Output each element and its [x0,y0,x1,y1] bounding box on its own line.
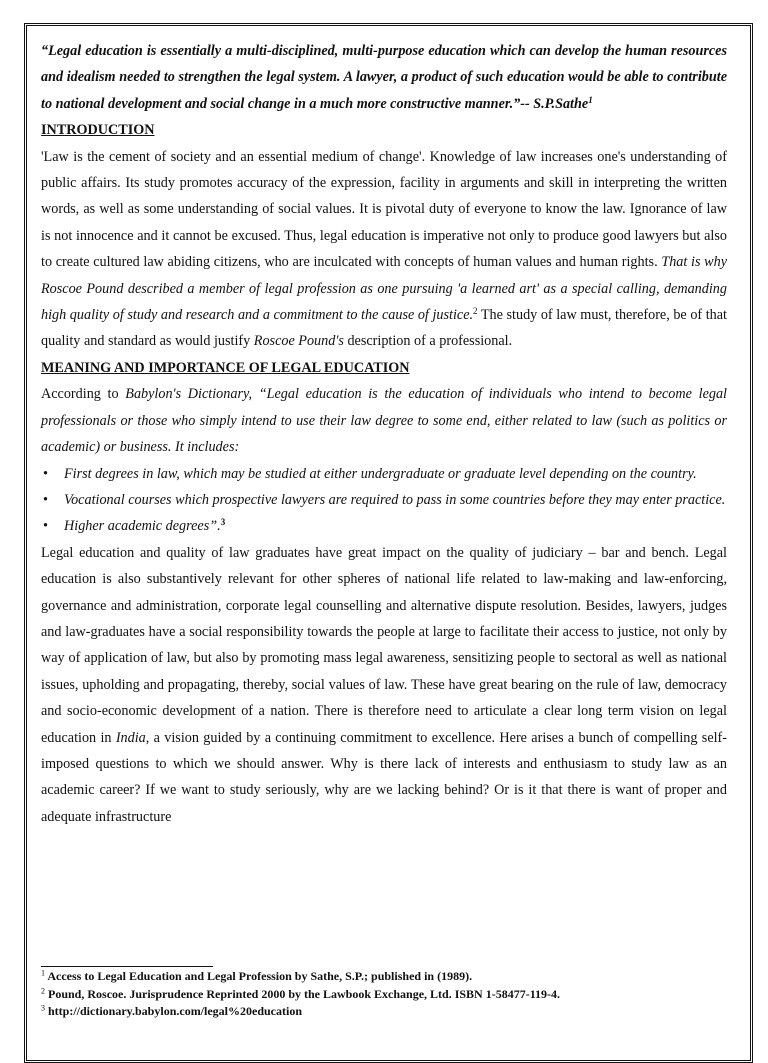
meaning-paragraph [41,381,727,460]
introduction-heading: INTRODUCTION [41,122,155,139]
footnote-link[interactable]: http://dictionary.babylon.com/legal%20education [48,1004,303,1018]
intro-pound-quote: That is why Roscoe Pound described a member of legal profession as one pursuing 'a learned art' as a special calling, demanding high quality of study and research and a commitment to the cause of justice. [41,254,727,324]
degree-list [41,461,727,540]
list-item [41,513,727,539]
footnotes [41,968,727,1021]
introduction-paragraph [41,144,727,355]
list-item: • Vocational courses which prospective lawyers are required to pass in some countries before they may enter practice. [41,487,727,513]
intro-text-2: The study of law must, therefore, be of that quality and standard as would justify [41,307,727,350]
footnote-number: 1 [41,968,45,978]
list-item: • First degrees in law, which may be studied at either undergraduate or graduate level depending on the country. [41,461,727,487]
babylon-definition: Babylon's Dictionary, “Legal education is the education of individuals who intend to become legal professionals or those who simply intend to use their law degree to some end, either related to law (such as politics or academic) or business. It includes: [41,386,727,456]
importance-india: India [115,729,146,746]
meaning-lead: According to [41,386,126,403]
epigraph-text: “Legal education is essentially a multi-disciplined, multi-purpose education which can develop the human resources and idealism needed to strengthen the legal system. A lawyer, a product of such education would be able to contribute to national development and social change in a much more constructive manner.”-- S.P.Sathe [41,43,727,112]
footnote-ref-1[interactable]: 1 [588,94,593,105]
footnote-2 [41,986,727,1004]
footnote-number: 2 [41,986,45,996]
list-item-text: Higher academic degrees”. [64,518,221,535]
meaning-heading: MEANING AND IMPORTANCE OF LEGAL EDUCATION [41,359,410,376]
importance-paragraph [41,540,727,830]
footnote-text: Pound, Roscoe. Jurisprudence Reprinted 2000 by the Lawbook Exchange, Ltd. ISBN 1-58477-119-4. [48,986,561,1001]
footnote-text: Access to Legal Education and Legal Profession by Sathe, S.P.; published in (1989). [47,969,473,983]
intro-text-3: description of a professional. [343,333,513,350]
footnote-1 [41,968,727,986]
epigraph-quote [41,38,727,117]
footnote-ref-3[interactable]: 3 [220,517,226,528]
intro-pound-name: Roscoe Pound's [253,333,344,350]
footnote-number: 3 [41,1003,45,1013]
intro-text-1: 'Law is the cement of society and an essential medium of change'. Knowledge of law increases one's understanding of public affairs. Its study promotes accuracy of the expression, facility in arguments and skill in interpreting the written words, as well as some understanding of social values. It is pivotal duty of everyone to know the law. Ignorance of law is not innocence and it cannot be excused. Thus, legal education is imperative not only to produce good lawyers but also to create cultured law abiding citizens, who are inculcated with concepts of human values and human rights. [41,148,727,271]
importance-text-1: Legal education and quality of law graduates have great impact on the quality of judiciary – bar and bench. Legal education is also substantively relevant for other spheres of national life related to law-making and law-enforcing, governance and administration, corporate legal counselling and alternative dispute resolution. Besides, lawyers, judges and law-graduates have a social responsibility towards the people at large to facilitate their access to justice, not only by way of application of law, but also by promoting mass legal awareness, sensitizing people to sectoral as well as national issues, upholding and propagating, thereby, social values of law. These have great bearing on the rule of law, democracy and socio-economic development of a nation. There is therefore need to articulate a clear long term vision on legal education in [41,544,727,746]
footnote-3 [41,1003,727,1021]
document-body [41,38,727,830]
footnote-divider [41,966,213,967]
footnote-ref-2[interactable]: 2 [473,306,478,317]
importance-text-2: , a vision guided by a continuing commitment to excellence. Here arises a bunch of compelling self-imposed questions to which we should answer. Why is there lack of interests and enthusiasm to study law as an academic career? If we want to study seriously, why are we lacking behind? Or is it that there is want of proper and adequate infrastructure [41,729,728,825]
